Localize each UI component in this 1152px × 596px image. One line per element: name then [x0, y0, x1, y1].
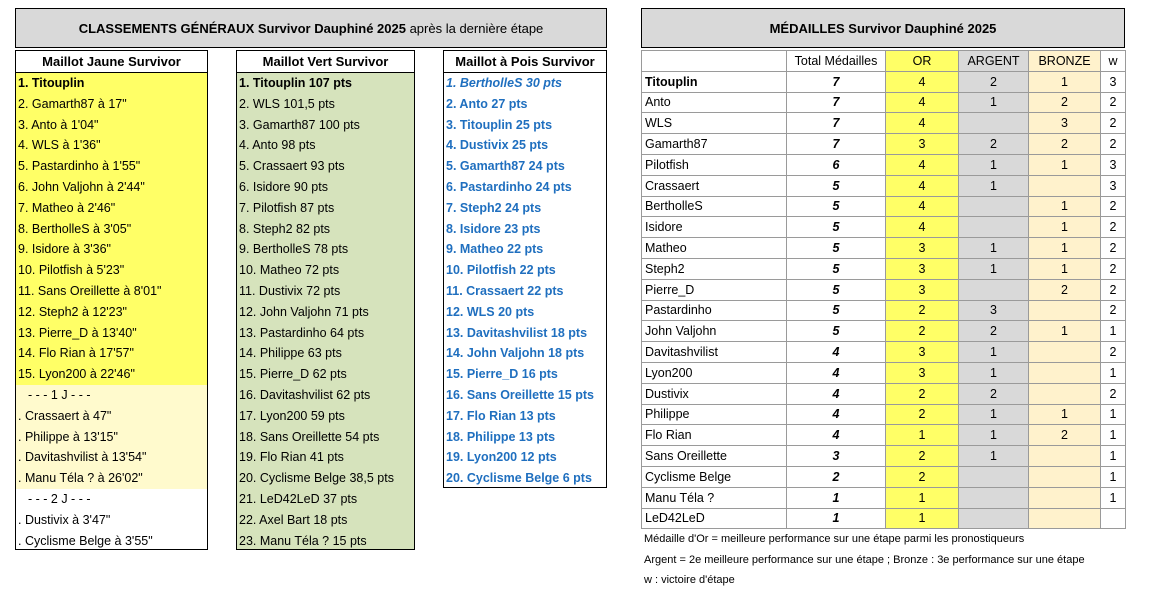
- note-argent-bronze: Argent = 2e meilleure performance sur une étape ; Bronze : 3e performance sur une étape: [644, 553, 1085, 566]
- note-or: Médaille d'Or = meilleure performance sur une étape parmi les pronostiqueurs: [644, 533, 1025, 545]
- vert-rank-row: 8. Steph2 82 pts: [239, 221, 331, 236]
- vert-rank-row: 9. BertholleS 78 pts: [239, 242, 349, 257]
- medal-name-cell: Gamarth87: [642, 134, 787, 155]
- medal-or-cell: 4: [886, 154, 959, 175]
- medal-argent-cell: [959, 508, 1029, 529]
- medal-or-cell: 3: [886, 362, 959, 383]
- medal-w-cell: 2: [1101, 279, 1126, 300]
- medal-w-cell: [1101, 508, 1126, 529]
- medal-or-cell: 4: [886, 196, 959, 217]
- header-blank-cell: [642, 51, 787, 72]
- medal-or-cell: 2: [886, 466, 959, 487]
- medal-row: [642, 175, 1126, 196]
- medal-row: [642, 113, 1126, 134]
- medal-or-cell: 2: [886, 300, 959, 321]
- medal-total-cell: 4: [787, 383, 886, 404]
- medal-or-cell: 3: [886, 279, 959, 300]
- jaune-rank-row: 4. WLS à 1'36": [16, 135, 207, 156]
- medal-or-cell: 4: [886, 92, 959, 113]
- header-or: OR: [886, 51, 959, 72]
- header-argent: ARGENT: [959, 51, 1029, 72]
- medal-bronze-cell: [1029, 508, 1101, 529]
- header-total: Total Médailles: [787, 51, 886, 72]
- medal-total-cell: 7: [787, 71, 886, 92]
- pois-rank-row: 4. Dustivix 25 pts: [446, 138, 549, 153]
- medal-row: [642, 300, 1126, 321]
- medal-name-cell: Sans Oreillette: [642, 446, 787, 467]
- vert-rank-row: 16. Davitashvilist 62 pts: [239, 387, 371, 402]
- medal-name-cell: Matheo: [642, 238, 787, 259]
- medal-argent-cell: 1: [959, 425, 1029, 446]
- pois-rank-row: 7. Steph2 24 pts: [446, 200, 542, 215]
- medal-or-cell: 4: [886, 217, 959, 238]
- medal-or-cell: 3: [886, 134, 959, 155]
- medal-argent-cell: 2: [959, 321, 1029, 342]
- pois-rank-row: 11. Crassaert 22 pts: [446, 283, 564, 298]
- medal-row: [642, 487, 1126, 508]
- jaune-separator-2-days: - - - 2 J - - -: [28, 491, 91, 506]
- medal-row: [642, 217, 1126, 238]
- medal-total-cell: 1: [787, 487, 886, 508]
- medal-bronze-cell: 2: [1029, 425, 1101, 446]
- medal-w-cell: 2: [1101, 238, 1126, 259]
- jaune-2j-row: . Cyclisme Belge à 3'55": [18, 533, 153, 548]
- header-w: w: [1101, 51, 1126, 72]
- medal-row: [642, 466, 1126, 487]
- pois-rank-row: 17. Flo Rian 13 pts: [446, 408, 556, 423]
- pois-rank-row: 6. Pastardinho 24 pts: [446, 179, 572, 194]
- medal-row: [642, 404, 1126, 425]
- pois-rank-row: 8. Isidore 23 pts: [446, 221, 541, 236]
- medal-bronze-cell: 2: [1029, 279, 1101, 300]
- medal-name-cell: Lyon200: [642, 362, 787, 383]
- medal-bronze-cell: [1029, 383, 1101, 404]
- maillot-vert-list: [236, 72, 415, 550]
- vert-rank-row: 20. Cyclisme Belge 38,5 pts: [239, 471, 394, 486]
- jaune-separator-1-day: - - - 1 J - - -: [16, 385, 207, 406]
- medal-argent-cell: [959, 487, 1029, 508]
- medal-argent-cell: 1: [959, 362, 1029, 383]
- medal-total-cell: 5: [787, 196, 886, 217]
- jaune-rank-row: 15. Lyon200 à 22'46": [16, 364, 207, 385]
- medal-or-cell: 4: [886, 175, 959, 196]
- pois-rank-row: 5. Gamarth87 24 pts: [446, 159, 565, 174]
- medal-argent-cell: 1: [959, 342, 1029, 363]
- medal-row: [642, 196, 1126, 217]
- medal-or-cell: 3: [886, 238, 959, 259]
- medal-bronze-cell: 2: [1029, 134, 1101, 155]
- medal-argent-cell: [959, 196, 1029, 217]
- maillot-jaune-title: Maillot Jaune Survivor: [42, 54, 181, 69]
- jaune-1j-row: . Manu Téla ? à 26'02": [16, 468, 207, 489]
- medal-total-cell: 3: [787, 446, 886, 467]
- medal-bronze-cell: 2: [1029, 92, 1101, 113]
- medal-name-cell: Crassaert: [642, 175, 787, 196]
- medal-bronze-cell: [1029, 175, 1101, 196]
- medal-name-cell: WLS: [642, 113, 787, 134]
- medal-total-cell: 6: [787, 154, 886, 175]
- medal-total-cell: 4: [787, 342, 886, 363]
- medal-row: [642, 134, 1126, 155]
- medal-row: [642, 238, 1126, 259]
- pois-rank-row: 3. Titouplin 25 pts: [446, 117, 553, 132]
- pois-rank-row: 1. BertholleS 30 pts: [446, 76, 563, 90]
- medal-or-cell: 1: [886, 425, 959, 446]
- header-bronze: BRONZE: [1029, 51, 1101, 72]
- vert-rank-row: 11. Dustivix 72 pts: [239, 283, 341, 298]
- medal-row: [642, 258, 1126, 279]
- medal-bronze-cell: [1029, 466, 1101, 487]
- medal-w-cell: 3: [1101, 154, 1126, 175]
- vert-rank-row: 19. Flo Rian 41 pts: [239, 450, 344, 465]
- maillot-vert-header: [236, 50, 415, 72]
- medal-bronze-cell: [1029, 487, 1101, 508]
- medal-w-cell: 1: [1101, 321, 1126, 342]
- medal-w-cell: 2: [1101, 342, 1126, 363]
- medal-argent-cell: [959, 279, 1029, 300]
- medal-total-cell: 5: [787, 279, 886, 300]
- medals-title: MÉDAILLES Survivor Dauphiné 2025: [769, 20, 997, 36]
- medal-w-cell: 2: [1101, 92, 1126, 113]
- medal-row: [642, 92, 1126, 113]
- general-classification-header: [15, 8, 607, 48]
- medal-w-cell: 2: [1101, 134, 1126, 155]
- medals-header-row: [642, 51, 1126, 72]
- medal-argent-cell: 3: [959, 300, 1029, 321]
- jaune-rank-row: 14. Flo Rian à 17'57": [16, 343, 207, 364]
- medal-total-cell: 4: [787, 425, 886, 446]
- jaune-rank-row: 10. Pilotfish à 5'23": [16, 260, 207, 281]
- medal-argent-cell: 2: [959, 383, 1029, 404]
- pois-rank-row: 15. Pierre_D 16 pts: [446, 367, 558, 382]
- jaune-rank-row: 2. Gamarth87 à 17": [16, 94, 207, 115]
- vert-rank-row: 2. WLS 101,5 pts: [239, 96, 335, 111]
- medal-w-cell: 1: [1101, 446, 1126, 467]
- pois-rank-row: 12. WLS 20 pts: [446, 304, 535, 319]
- medal-w-cell: 2: [1101, 383, 1126, 404]
- medal-bronze-cell: 1: [1029, 217, 1101, 238]
- vert-rank-row: 3. Gamarth87 100 pts: [239, 117, 360, 132]
- medal-total-cell: 5: [787, 217, 886, 238]
- medal-or-cell: 2: [886, 321, 959, 342]
- medal-name-cell: Pilotfish: [642, 154, 787, 175]
- vert-rank-row: 23. Manu Téla ? 15 pts: [239, 533, 367, 548]
- medal-bronze-cell: 1: [1029, 196, 1101, 217]
- medals-table: [641, 50, 1126, 529]
- medal-or-cell: 3: [886, 342, 959, 363]
- jaune-rank-row: 5. Pastardinho à 1'55": [16, 156, 207, 177]
- medal-or-cell: 1: [886, 508, 959, 529]
- note-w: w : victoire d'étape: [644, 574, 735, 586]
- medal-total-cell: 4: [787, 404, 886, 425]
- medal-name-cell: Dustivix: [642, 383, 787, 404]
- jaune-rank-row: 13. Pierre_D à 13'40": [16, 323, 207, 344]
- medal-or-cell: 4: [886, 113, 959, 134]
- jaune-2j-row: . Dustivix à 3'47": [18, 512, 111, 527]
- vert-rank-row: 14. Philippe 63 pts: [239, 346, 342, 361]
- medal-row: [642, 279, 1126, 300]
- medal-name-cell: Pierre_D: [642, 279, 787, 300]
- medal-or-cell: 4: [886, 71, 959, 92]
- medal-w-cell: 2: [1101, 217, 1126, 238]
- general-title-rest: après la dernière étape: [405, 20, 544, 36]
- jaune-rank-row: 6. John Valjohn à 2'44": [16, 177, 207, 198]
- medal-bronze-cell: 1: [1029, 154, 1101, 175]
- medal-name-cell: LeD42LeD: [642, 508, 787, 529]
- medal-argent-cell: 1: [959, 258, 1029, 279]
- medal-bronze-cell: 1: [1029, 321, 1101, 342]
- medal-bronze-cell: [1029, 362, 1101, 383]
- medal-w-cell: 1: [1101, 362, 1126, 383]
- medal-w-cell: 1: [1101, 425, 1126, 446]
- medal-bronze-cell: 1: [1029, 238, 1101, 259]
- general-title-bold: CLASSEMENTS GÉNÉRAUX Survivor Dauphiné 2025: [78, 20, 406, 36]
- jaune-1j-row: . Crassaert à 47": [16, 406, 207, 427]
- medal-bronze-cell: 1: [1029, 71, 1101, 92]
- vert-rank-row: 6. Isidore 90 pts: [239, 179, 328, 194]
- medal-name-cell: Flo Rian: [642, 425, 787, 446]
- vert-rank-row: 12. John Valjohn 71 pts: [239, 304, 369, 319]
- medal-name-cell: Anto: [642, 92, 787, 113]
- jaune-rank-row: 3. Anto à 1'04": [16, 115, 207, 136]
- vert-rank-row: 18. Sans Oreillette 54 pts: [239, 429, 380, 444]
- maillot-jaune-list: [15, 72, 208, 550]
- pois-rank-row: 9. Matheo 22 pts: [446, 242, 544, 257]
- medal-name-cell: John Valjohn: [642, 321, 787, 342]
- medal-w-cell: 3: [1101, 71, 1126, 92]
- medal-bronze-cell: 1: [1029, 404, 1101, 425]
- medal-w-cell: 1: [1101, 487, 1126, 508]
- medal-name-cell: Manu Téla ?: [642, 487, 787, 508]
- medal-w-cell: 2: [1101, 258, 1126, 279]
- maillot-pois-title: Maillot à Pois Survivor: [455, 54, 595, 69]
- medal-total-cell: 5: [787, 238, 886, 259]
- pois-rank-row: 10. Pilotfish 22 pts: [446, 263, 556, 278]
- medal-name-cell: Cyclisme Belge: [642, 466, 787, 487]
- pois-rank-row: 13. Davitashvilist 18 pts: [446, 325, 588, 340]
- medal-name-cell: Titouplin: [642, 71, 787, 92]
- medal-argent-cell: 1: [959, 154, 1029, 175]
- medal-argent-cell: 1: [959, 238, 1029, 259]
- medal-row: [642, 362, 1126, 383]
- medal-name-cell: Philippe: [642, 404, 787, 425]
- medal-w-cell: 2: [1101, 113, 1126, 134]
- medal-name-cell: BertholleS: [642, 196, 787, 217]
- medal-row: [642, 425, 1126, 446]
- pois-rank-row: 2. Anto 27 pts: [446, 96, 528, 111]
- medal-total-cell: 5: [787, 300, 886, 321]
- medal-bronze-cell: 3: [1029, 113, 1101, 134]
- vert-rank-row: 5. Crassaert 93 pts: [239, 159, 345, 174]
- medal-total-cell: 5: [787, 175, 886, 196]
- medal-row: [642, 321, 1126, 342]
- medal-row: [642, 71, 1126, 92]
- medal-row: [642, 383, 1126, 404]
- medal-bronze-cell: [1029, 342, 1101, 363]
- medals-notes: [644, 529, 1144, 591]
- medal-total-cell: 7: [787, 92, 886, 113]
- jaune-rank-row: 8. BertholleS à 3'05": [16, 219, 207, 240]
- medal-argent-cell: 2: [959, 71, 1029, 92]
- medal-row: [642, 342, 1126, 363]
- vert-rank-row: 4. Anto 98 pts: [239, 138, 316, 153]
- medal-w-cell: 1: [1101, 404, 1126, 425]
- maillot-jaune-header: [15, 50, 208, 72]
- medal-argent-cell: [959, 466, 1029, 487]
- medals-header: [641, 8, 1125, 48]
- medal-w-cell: 2: [1101, 196, 1126, 217]
- pois-rank-row: 20. Cyclisme Belge 6 pts: [446, 471, 592, 486]
- vert-rank-row: 22. Axel Bart 18 pts: [239, 512, 348, 527]
- jaune-rank-row: 7. Matheo à 2'46": [16, 198, 207, 219]
- vert-rank-row: 13. Pastardinho 64 pts: [239, 325, 365, 340]
- medal-name-cell: Davitashvilist: [642, 342, 787, 363]
- medal-bronze-cell: 1: [1029, 258, 1101, 279]
- medal-or-cell: 2: [886, 446, 959, 467]
- medal-row: [642, 446, 1126, 467]
- medal-argent-cell: 1: [959, 404, 1029, 425]
- medal-argent-cell: 1: [959, 92, 1029, 113]
- medal-argent-cell: 1: [959, 446, 1029, 467]
- medal-bronze-cell: [1029, 300, 1101, 321]
- medal-w-cell: 1: [1101, 466, 1126, 487]
- medal-argent-cell: 1: [959, 175, 1029, 196]
- medal-argent-cell: [959, 217, 1029, 238]
- medal-row: [642, 508, 1126, 529]
- jaune-1j-row: . Davitashvilist à 13'54": [16, 447, 207, 468]
- maillot-pois-list: [443, 72, 607, 488]
- vert-rank-row: 17. Lyon200 59 pts: [239, 408, 345, 423]
- medal-total-cell: 2: [787, 466, 886, 487]
- medal-or-cell: 2: [886, 383, 959, 404]
- medal-argent-cell: [959, 113, 1029, 134]
- vert-rank-row: 21. LeD42LeD 37 pts: [239, 491, 358, 506]
- medal-bronze-cell: [1029, 446, 1101, 467]
- pois-rank-row: 16. Sans Oreillette 15 pts: [446, 387, 594, 402]
- pois-rank-row: 18. Philippe 13 pts: [446, 429, 556, 444]
- medal-name-cell: Isidore: [642, 217, 787, 238]
- medal-name-cell: Pastardinho: [642, 300, 787, 321]
- medal-total-cell: 4: [787, 362, 886, 383]
- jaune-1j-row: . Philippe à 13'15": [16, 427, 207, 448]
- medal-w-cell: 3: [1101, 175, 1126, 196]
- maillot-pois-header: [443, 50, 607, 72]
- medal-name-cell: Steph2: [642, 258, 787, 279]
- maillot-vert-title: Maillot Vert Survivor: [262, 54, 389, 69]
- medal-total-cell: 1: [787, 508, 886, 529]
- medal-or-cell: 1: [886, 487, 959, 508]
- jaune-rank-row: 12. Steph2 à 12'23": [16, 302, 207, 323]
- medal-argent-cell: 2: [959, 134, 1029, 155]
- pois-rank-row: 19. Lyon200 12 pts: [446, 450, 557, 465]
- medal-total-cell: 5: [787, 258, 886, 279]
- medal-total-cell: 7: [787, 113, 886, 134]
- jaune-rank-row: 9. Isidore à 3'36": [16, 239, 207, 260]
- vert-rank-row: 1. Titouplin 107 pts: [239, 76, 352, 90]
- medal-or-cell: 3: [886, 258, 959, 279]
- medal-total-cell: 7: [787, 134, 886, 155]
- vert-rank-row: 10. Matheo 72 pts: [239, 263, 340, 278]
- medal-or-cell: 2: [886, 404, 959, 425]
- jaune-rank-row: 1. Titouplin: [16, 73, 207, 94]
- vert-rank-row: 7. Pilotfish 87 pts: [239, 200, 335, 215]
- medal-row: [642, 154, 1126, 175]
- pois-rank-row: 14. John Valjohn 18 pts: [446, 346, 585, 361]
- vert-rank-row: 15. Pierre_D 62 pts: [239, 367, 347, 382]
- medal-total-cell: 5: [787, 321, 886, 342]
- jaune-rank-row: 11. Sans Oreillette à 8'01": [16, 281, 207, 302]
- medal-w-cell: 2: [1101, 300, 1126, 321]
